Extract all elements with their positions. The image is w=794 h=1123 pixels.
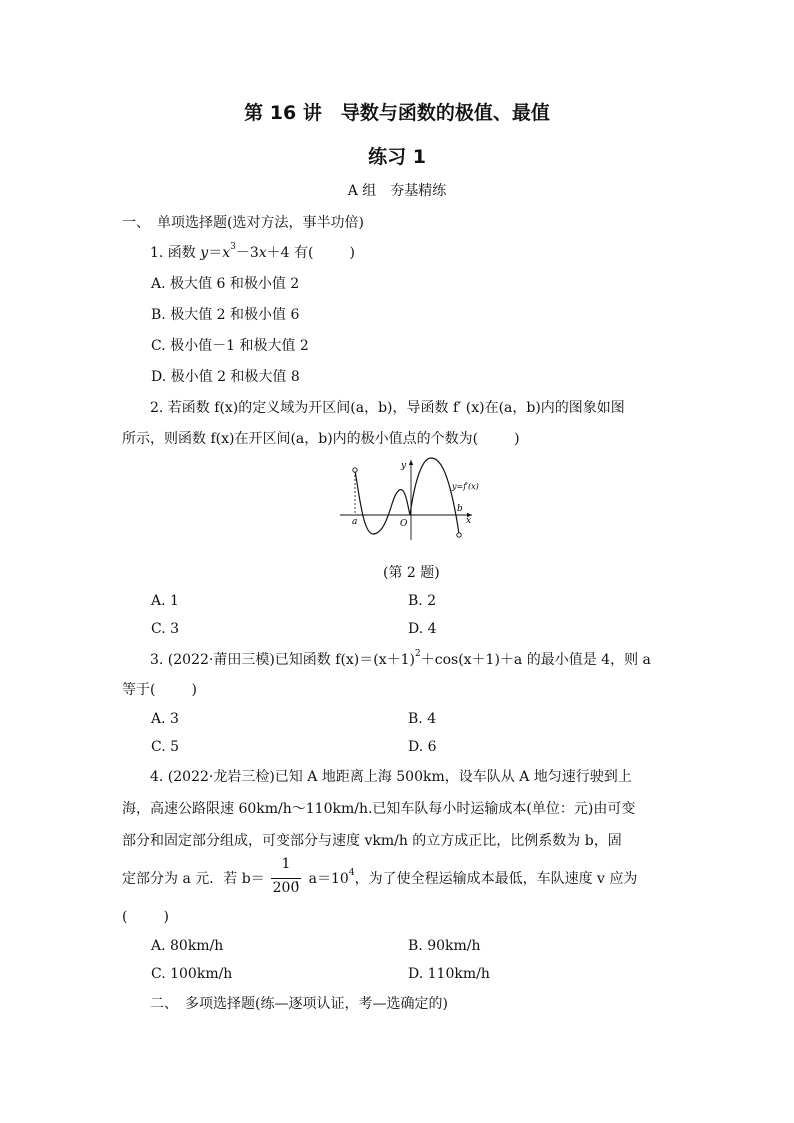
graph-y-label: y [401, 461, 407, 471]
question-4-line-5: ( ) [122, 909, 169, 925]
q3-option-b: B. 4 [408, 711, 437, 727]
q4-option-a: A. 80km/h [151, 938, 224, 954]
fraction-denominator: 200 [272, 880, 300, 896]
question-2-line-2: 所示，则函数 f(x)在开区间(a，b)内的极小值点的个数为( ) [122, 431, 520, 447]
group-heading: A 组 夯基精练 [347, 183, 447, 199]
right-open-endpoint [457, 533, 461, 537]
question-2-line-1: 2. 若函数 f(x)的定义域为开区间(a，b)，导函数 f′ (x)在(a，b)内的图象如图 [150, 400, 625, 416]
left-open-endpoint [353, 468, 357, 472]
q1-option-d: D. 极小值 2 和极大值 8 [151, 369, 300, 385]
graph-x-label: x [466, 516, 472, 526]
q3-option-c: C. 5 [151, 739, 180, 755]
question-3-line-2: 等于( ) [122, 682, 197, 698]
section-2-heading: 二、 多项选择题(练—逐项认证，考—选确定的) [150, 996, 448, 1012]
fraction-bar [271, 878, 301, 879]
graph-b-label: b [457, 504, 463, 514]
q4-option-d: D. 110km/h [408, 966, 490, 982]
graph-a-label: a [352, 517, 358, 527]
q4-option-b: B. 90km/h [408, 938, 481, 954]
question-1-stem: 1. 函数 $y=x^3-3x+4$ 有( ) [150, 242, 355, 261]
graph-origin-label: O [400, 519, 408, 529]
y-axis-arrow [409, 460, 413, 465]
q1-option-a: A. 极大值 6 和极小值 2 [151, 276, 300, 292]
q3-option-a: A. 3 [151, 711, 179, 727]
question-4-line-3: 部分和固定部分组成，可变部分与速度 vkm/h 的立方成正比，比例系数为 b，固 [122, 833, 622, 849]
question-3-line-1: 3. (2022·莆田三模)已知函数 $f(x)=(x+1)^2+\cos(x+1)+a$ 的最小值是 4，则 a [150, 649, 651, 668]
derivative-graph [330, 452, 480, 544]
q2-option-a: A. 1 [151, 593, 179, 609]
graph-curve-label: y=f′(x) [452, 482, 479, 491]
q2-option-d: D. 4 [408, 621, 437, 637]
q2-option-b: B. 2 [408, 593, 437, 609]
question-4-line-1: 4. (2022·龙岩三检)已知 A 地距离上海 500km，设车队从 A 地匀速行驶到上 [150, 769, 632, 785]
q1-option-b: B. 极大值 2 和极小值 6 [151, 307, 300, 323]
question-4-line-4: 定部分为 a 元．若 b＝ ，$a=10^4$，为了使全程运输成本最低，车队速度 v 应为 [122, 868, 638, 887]
q2-option-c: C. 3 [151, 621, 180, 637]
section-1-heading: 一、 单项选择题(选对方法，事半功倍) [122, 215, 364, 231]
q1-option-c: C. 极小值－1 和极大值 2 [151, 338, 309, 354]
exercise-title: 练习 1 [368, 146, 426, 168]
q4-option-c: C. 100km/h [151, 966, 233, 982]
lesson-title: 第 16 讲 导数与函数的极值、最值 [244, 102, 550, 124]
figure-caption: (第 2 题) [383, 565, 440, 581]
q3-option-d: D. 6 [408, 739, 437, 755]
fraction-numerator: 1 [281, 856, 291, 872]
question-4-line-2: 海，高速公路限速 60km/h～110km/h.已知车队每小时运输成本(单位：元)由可变 [122, 801, 636, 817]
